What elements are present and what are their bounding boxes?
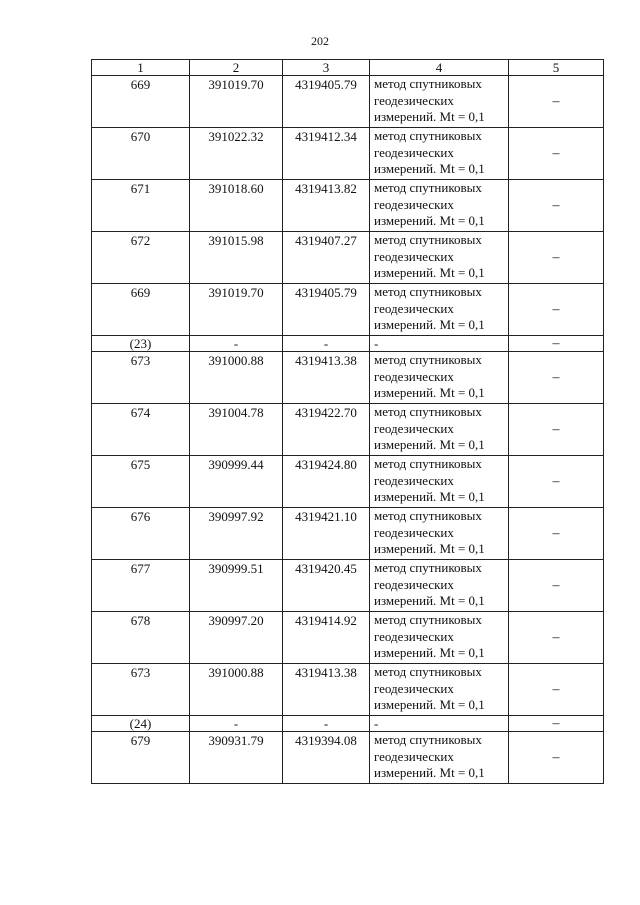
table-row <box>92 352 604 404</box>
cell-text: метод спутниковых геодезических измерений. Mt = 0,1 <box>374 404 485 452</box>
cell-text: 390931.79 <box>208 733 264 748</box>
point-number-cell <box>92 180 190 232</box>
cell-text: 4319413.82 <box>295 181 357 196</box>
x-coordinate-cell <box>190 560 283 612</box>
method-cell <box>370 404 509 456</box>
cell-text: 391004.78 <box>208 405 264 420</box>
point-number-cell <box>92 352 190 404</box>
x-coordinate-cell <box>190 352 283 404</box>
note-cell <box>509 336 604 352</box>
page-number: 202 <box>311 34 329 48</box>
table-row <box>92 284 604 336</box>
y-coordinate-cell <box>283 404 370 456</box>
note-cell <box>509 76 604 128</box>
cell-text: 4319405.79 <box>295 285 357 300</box>
method-cell <box>370 232 509 284</box>
table-row <box>92 560 604 612</box>
cell-text: 4319421.10 <box>295 509 357 524</box>
cell-text: – <box>552 525 560 541</box>
method-cell <box>370 716 509 732</box>
cell-text: 676 <box>130 509 151 524</box>
cell-text: метод спутниковых геодезических измерений. Mt = 0,1 <box>374 284 485 332</box>
table-row <box>92 664 604 716</box>
cell-text: 391015.98 <box>208 233 264 248</box>
x-coordinate-cell <box>190 180 283 232</box>
y-coordinate-cell <box>283 732 370 784</box>
cell-text: – <box>552 145 560 161</box>
cell-text: 675 <box>130 457 151 472</box>
cell-text: метод спутниковых геодезических измерений. Mt = 0,1 <box>374 456 485 504</box>
cell-text: – <box>552 369 560 385</box>
cell-text: 674 <box>130 405 151 420</box>
table-row <box>92 76 604 128</box>
method-cell <box>370 76 509 128</box>
note-cell <box>509 508 604 560</box>
table-row <box>92 456 604 508</box>
table-row <box>92 232 604 284</box>
y-coordinate-cell <box>283 612 370 664</box>
contour-separator-row <box>92 336 604 352</box>
note-cell <box>509 612 604 664</box>
header-cell: 3 <box>283 60 370 76</box>
point-number-cell <box>92 128 190 180</box>
cell-text: метод спутниковых геодезических измерений. Mt = 0,1 <box>374 664 485 712</box>
cell-text: 4319414.92 <box>295 613 357 628</box>
cell-text: метод спутниковых геодезических измерений. Mt = 0,1 <box>374 732 485 780</box>
header-cell: 5 <box>509 60 604 76</box>
y-coordinate-cell <box>283 508 370 560</box>
cell-text: метод спутниковых геодезических измерений. Mt = 0,1 <box>374 352 485 400</box>
cell-text: метод спутниковых геодезических измерений. Mt = 0,1 <box>374 76 485 124</box>
point-number-cell <box>92 664 190 716</box>
method-cell <box>370 352 509 404</box>
cell-text: метод спутниковых геодезических измерений. Mt = 0,1 <box>374 232 485 280</box>
cell-text: - <box>323 336 329 351</box>
y-coordinate-cell <box>283 336 370 352</box>
cell-text: 669 <box>130 285 151 300</box>
table-row <box>92 128 604 180</box>
cell-text: 670 <box>130 129 151 144</box>
cell-text: 669 <box>130 77 151 92</box>
cell-text: метод спутниковых геодезических измерений. Mt = 0,1 <box>374 180 485 228</box>
x-coordinate-cell <box>190 336 283 352</box>
y-coordinate-cell <box>283 284 370 336</box>
cell-text: 391018.60 <box>208 181 264 196</box>
cell-text: – <box>552 473 560 489</box>
cell-text: – <box>552 749 560 765</box>
cell-text: 391019.70 <box>208 285 264 300</box>
cell-text: 391000.88 <box>208 665 264 680</box>
point-number-cell <box>92 76 190 128</box>
method-cell <box>370 664 509 716</box>
table-row <box>92 732 604 784</box>
coordinates-table <box>91 59 604 784</box>
x-coordinate-cell <box>190 404 283 456</box>
note-cell <box>509 664 604 716</box>
cell-text: – <box>552 301 560 317</box>
cell-text: - <box>323 716 329 731</box>
cell-text: (24) <box>129 716 152 731</box>
cell-text: 4319413.38 <box>295 665 357 680</box>
cell-text: 391019.70 <box>208 77 264 92</box>
cell-text: - <box>233 336 239 351</box>
cell-text: 4319422.70 <box>295 405 357 420</box>
cell-text: метод спутниковых геодезических измерений. Mt = 0,1 <box>374 508 485 556</box>
x-coordinate-cell <box>190 664 283 716</box>
cell-text: – <box>552 577 560 593</box>
method-cell <box>370 336 509 352</box>
note-cell <box>509 352 604 404</box>
cell-text: 673 <box>130 665 151 680</box>
method-cell <box>370 284 509 336</box>
table-row <box>92 404 604 456</box>
cell-text: 4319420.45 <box>295 561 357 576</box>
cell-text: метод спутниковых геодезических измерений. Mt = 0,1 <box>374 560 485 608</box>
table-header-row <box>92 60 604 76</box>
cell-text: – <box>552 421 560 437</box>
cell-text: 4319424.80 <box>295 457 357 472</box>
point-number-cell <box>92 732 190 784</box>
x-coordinate-cell <box>190 76 283 128</box>
cell-text: 4319412.34 <box>295 129 357 144</box>
y-coordinate-cell <box>283 180 370 232</box>
method-cell <box>370 612 509 664</box>
header-cell: 2 <box>190 60 283 76</box>
point-number-cell <box>92 404 190 456</box>
method-cell <box>370 128 509 180</box>
x-coordinate-cell <box>190 732 283 784</box>
y-coordinate-cell <box>283 456 370 508</box>
point-number-cell <box>92 560 190 612</box>
note-cell <box>509 404 604 456</box>
method-cell <box>370 732 509 784</box>
cell-text: 677 <box>130 561 151 576</box>
point-number-cell <box>92 612 190 664</box>
note-cell <box>509 716 604 732</box>
x-coordinate-cell <box>190 508 283 560</box>
cell-text: – <box>552 681 560 697</box>
header-cell: 1 <box>92 60 190 76</box>
point-number-cell <box>92 456 190 508</box>
y-coordinate-cell <box>283 664 370 716</box>
method-cell <box>370 508 509 560</box>
note-cell <box>509 128 604 180</box>
cell-text: 4319413.38 <box>295 353 357 368</box>
y-coordinate-cell <box>283 560 370 612</box>
cell-text: 391022.32 <box>208 129 264 144</box>
cell-text: (23) <box>129 336 152 351</box>
table-row <box>92 180 604 232</box>
method-cell <box>370 560 509 612</box>
cell-text: 391000.88 <box>208 353 264 368</box>
note-cell <box>509 456 604 508</box>
cell-text: метод спутниковых геодезических измерений. Mt = 0,1 <box>374 612 485 660</box>
cell-text: 673 <box>130 353 151 368</box>
table-row <box>92 612 604 664</box>
cell-text: 679 <box>130 733 151 748</box>
cell-text: 390997.92 <box>208 509 264 524</box>
y-coordinate-cell <box>283 352 370 404</box>
point-number-cell <box>92 284 190 336</box>
cell-text: - <box>374 336 379 351</box>
point-number-cell <box>92 232 190 284</box>
table-row <box>92 508 604 560</box>
x-coordinate-cell <box>190 232 283 284</box>
point-number-cell <box>92 716 190 732</box>
y-coordinate-cell <box>283 76 370 128</box>
x-coordinate-cell <box>190 284 283 336</box>
y-coordinate-cell <box>283 232 370 284</box>
cell-text: 671 <box>130 181 151 196</box>
note-cell <box>509 180 604 232</box>
cell-text: – <box>552 716 560 731</box>
header-cell: 4 <box>370 60 509 76</box>
cell-text: 4319407.27 <box>295 233 357 248</box>
point-number-cell <box>92 336 190 352</box>
contour-separator-row <box>92 716 604 732</box>
method-cell <box>370 180 509 232</box>
note-cell <box>509 732 604 784</box>
cell-text: 390999.51 <box>208 561 264 576</box>
cell-text: - <box>233 716 239 731</box>
y-coordinate-cell <box>283 128 370 180</box>
note-cell <box>509 284 604 336</box>
cell-text: – <box>552 93 560 109</box>
x-coordinate-cell <box>190 716 283 732</box>
y-coordinate-cell <box>283 716 370 732</box>
cell-text: 4319405.79 <box>295 77 357 92</box>
x-coordinate-cell <box>190 612 283 664</box>
cell-text: 678 <box>130 613 151 628</box>
x-coordinate-cell <box>190 128 283 180</box>
cell-text: – <box>552 629 560 645</box>
cell-text: – <box>552 249 560 265</box>
cell-text: 4319394.08 <box>295 733 357 748</box>
method-cell <box>370 456 509 508</box>
cell-text: 672 <box>130 233 151 248</box>
cell-text: - <box>374 716 379 731</box>
cell-text: – <box>552 197 560 213</box>
cell-text: 390997.20 <box>208 613 264 628</box>
x-coordinate-cell <box>190 456 283 508</box>
note-cell <box>509 560 604 612</box>
point-number-cell <box>92 508 190 560</box>
cell-text: метод спутниковых геодезических измерений. Mt = 0,1 <box>374 128 485 176</box>
note-cell <box>509 232 604 284</box>
cell-text: – <box>552 336 560 351</box>
cell-text: 390999.44 <box>208 457 264 472</box>
